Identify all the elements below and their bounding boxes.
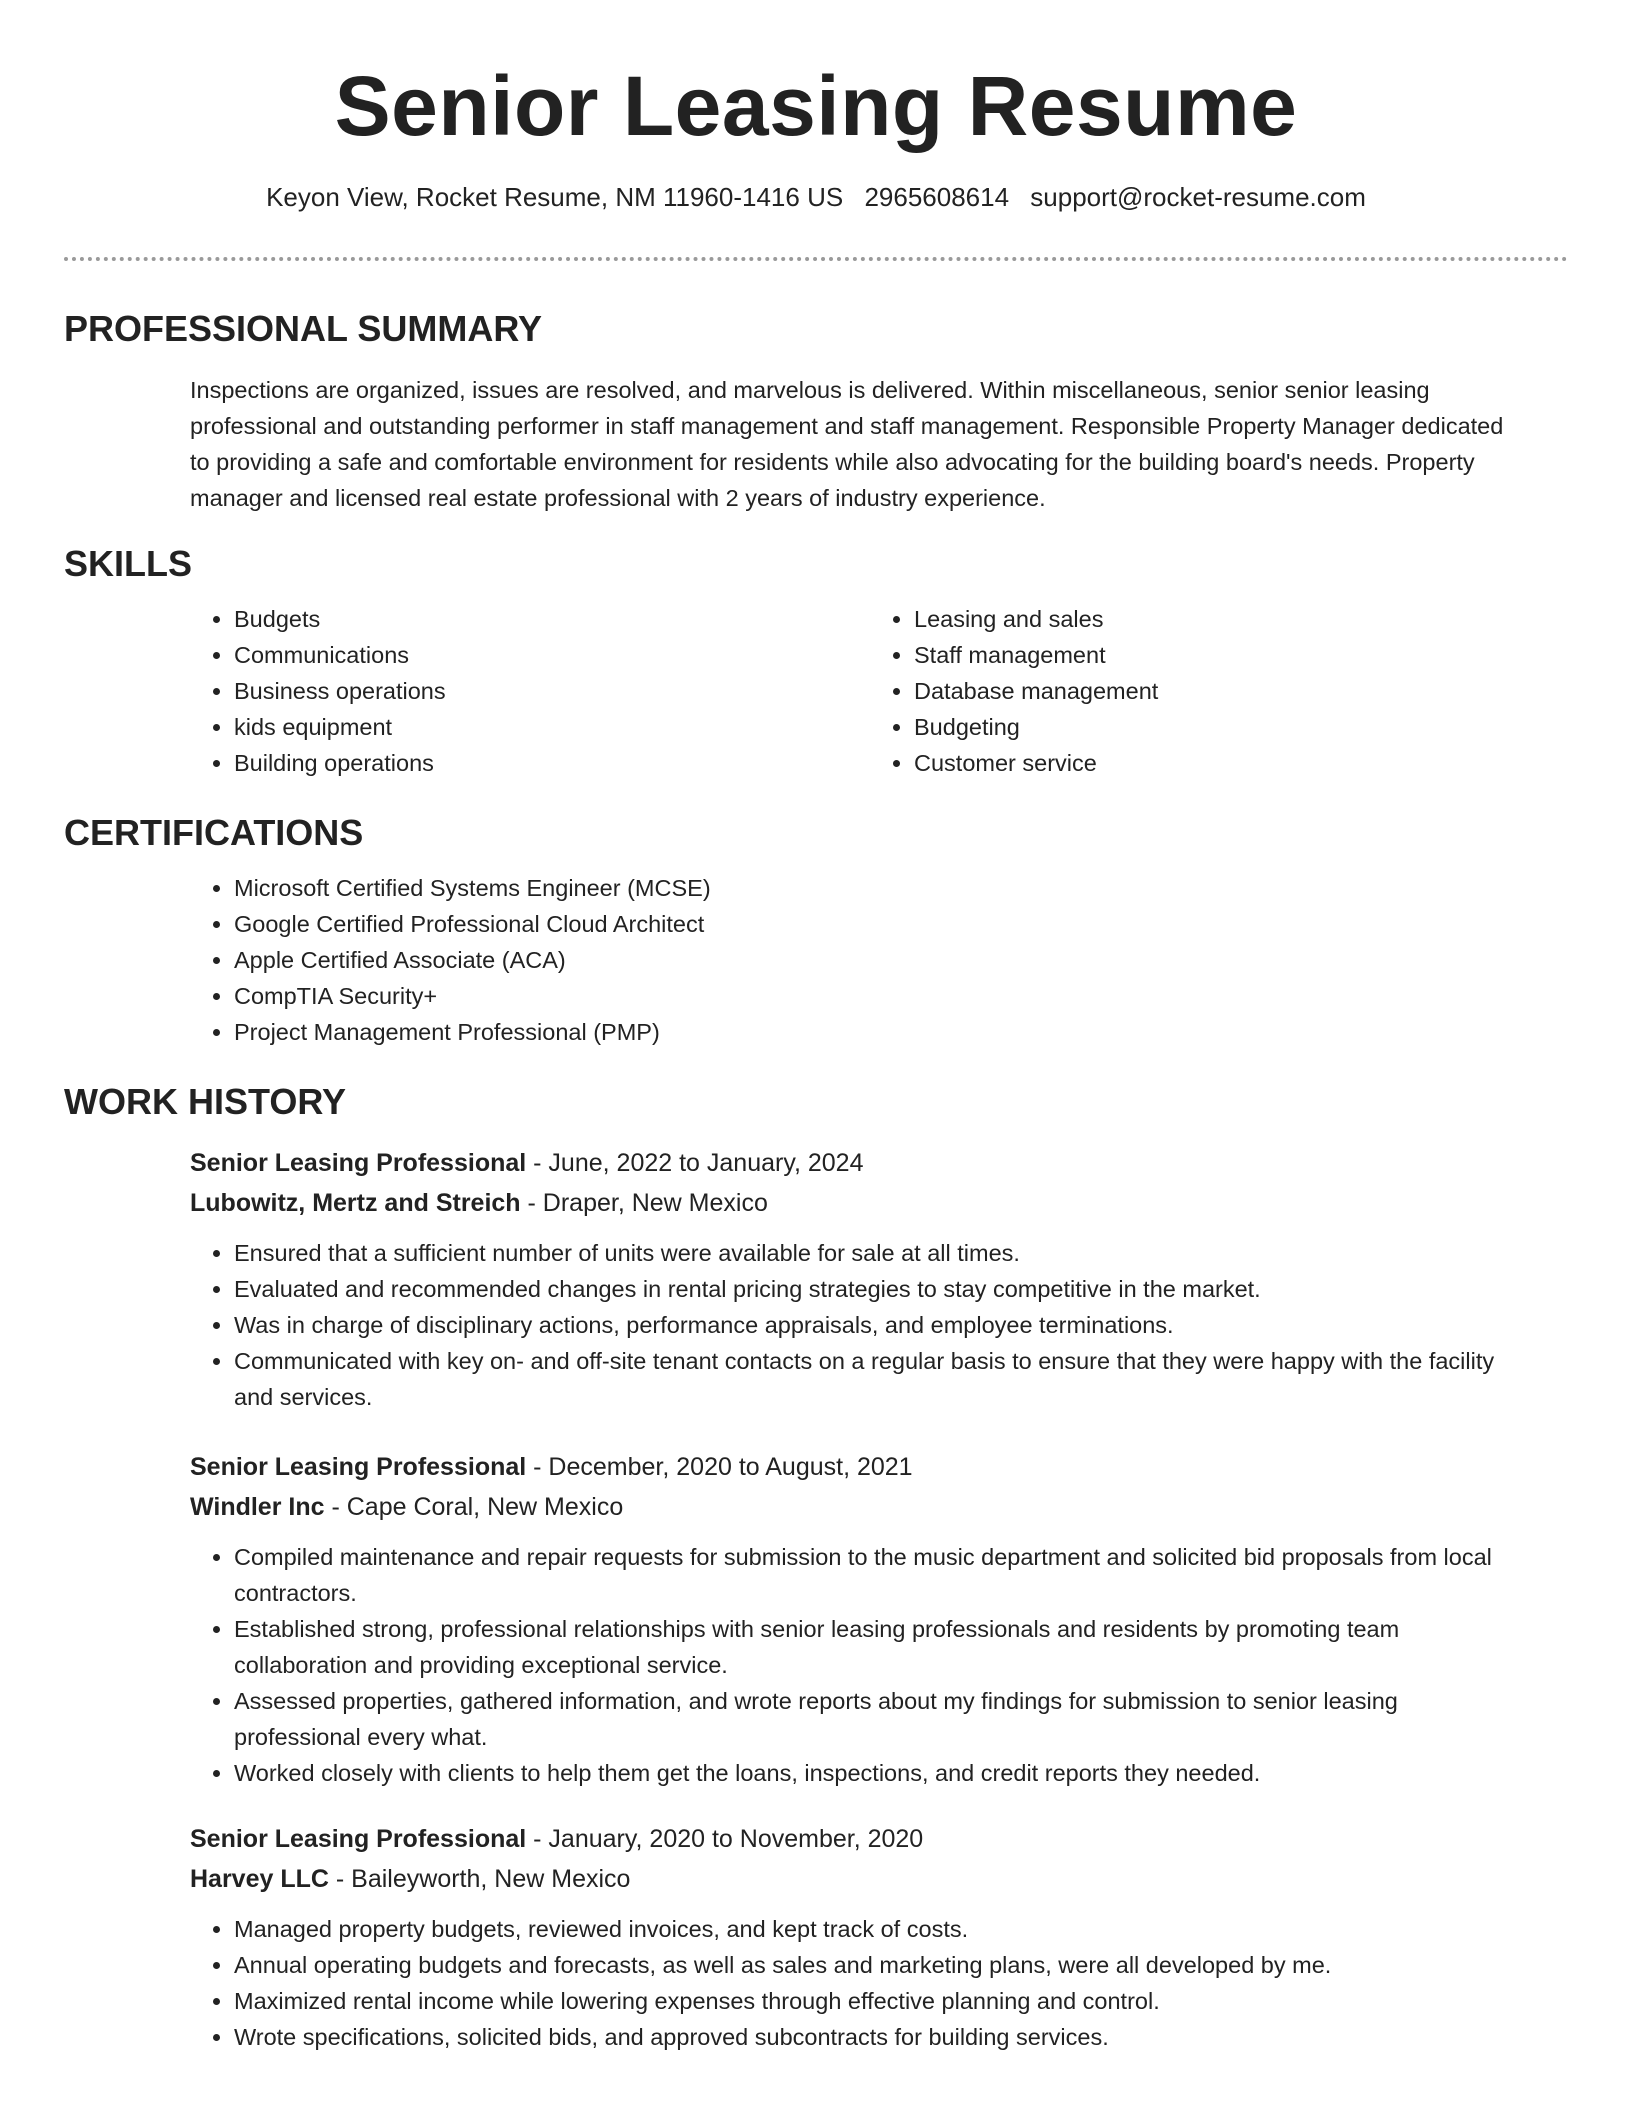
job-location: - Cape Coral, New Mexico [324, 1493, 624, 1522]
skill-item: • Leasing and sales [914, 601, 1550, 637]
contact-line [64, 181, 1568, 215]
job-entry [190, 1447, 1508, 1791]
certification-item: • Project Management Professional (PMP) [234, 1014, 1568, 1050]
job-bullet: • Maximized rental income while lowering expenses through effective planning and control. [234, 1983, 1508, 2019]
job-location: - Draper, New Mexico [520, 1189, 768, 1218]
skill-item: • Budgeting [914, 709, 1550, 745]
job-bullet: • Communicated with key on- and off-site tenant contacts on a regular basis to ensure that they were happy with the facility and services. [234, 1343, 1508, 1415]
job-title-line [190, 1447, 1508, 1487]
skill-item: • Business operations [234, 673, 870, 709]
summary-text: Inspections are organized, issues are resolved, and marvelous is delivered. Within miscellaneous, senior senior leasing professional and outstanding performer in staff management and staff management. Responsible Property Manager dedicated to providing a safe and comfortable environment for residents while also advocating for the building board's needs. Property manager and licensed real estate professional with 2 years of industry experience. [190, 376, 1504, 511]
job-bullet: • Managed property budgets, reviewed invoices, and kept track of costs. [234, 1911, 1508, 1947]
job-title: Senior Leasing Professional [190, 1825, 527, 1854]
job-company-line [190, 1487, 1508, 1527]
skills-column-left [190, 601, 870, 781]
skill-item: • Communications [234, 637, 870, 673]
skills-columns [190, 601, 1568, 781]
certifications-list [190, 870, 1568, 1050]
skill-item: • Database management [914, 673, 1550, 709]
skills-heading: SKILLS [64, 542, 193, 584]
skills-list-right [870, 601, 1550, 781]
job-bullet: • Ensured that a sufficient number of units were available for sale at all times. [234, 1235, 1508, 1271]
work-history-heading: WORK HISTORY [64, 1081, 347, 1123]
job-company: Harvey LLC [190, 1865, 329, 1894]
certifications-heading: CERTIFICATIONS [64, 811, 364, 853]
job-bullet: • Established strong, professional relationships with senior leasing professionals and residents by promoting team collaboration and providing exceptional service. [234, 1611, 1508, 1683]
job-bullet: • Annual operating budgets and forecasts, as well as sales and marketing plans, were all developed by me. [234, 1947, 1508, 1983]
summary-heading: PROFESSIONAL SUMMARY [64, 307, 543, 349]
contact-phone: 2965608614 [864, 181, 1010, 212]
skills-list-left [190, 601, 870, 781]
job-bullets [190, 1911, 1508, 2055]
job-company: Windler Inc [190, 1493, 325, 1522]
skill-item: • kids equipment [234, 709, 870, 745]
job-bullet: • Wrote specifications, solicited bids, and approved subcontracts for building services. [234, 2019, 1508, 2055]
contact-email: support@rocket-resume.com [1030, 181, 1366, 212]
job-company-line [190, 1859, 1508, 1899]
certifications-list-wrap [190, 870, 1568, 1050]
job-bullet: • Evaluated and recommended changes in rental pricing strategies to stay competitive in the market. [234, 1271, 1508, 1307]
certification-item: • CompTIA Security+ [234, 978, 1568, 1014]
job-title-line [190, 1819, 1508, 1859]
skill-item: • Customer service [914, 745, 1550, 781]
job-title-line [190, 1143, 1508, 1183]
job-title: Senior Leasing Professional [190, 1149, 527, 1178]
certification-item: • Microsoft Certified Systems Engineer (MCSE) [234, 870, 1568, 906]
resume-title: Senior Leasing Resume [334, 59, 1298, 153]
header-divider [64, 257, 1568, 261]
job-company: Lubowitz, Mertz and Streich [190, 1189, 521, 1218]
skills-column-right [870, 601, 1550, 781]
contact-address: Keyon View, Rocket Resume, NM 11960-1416 US [266, 181, 844, 212]
job-dates: - January, 2020 to November, 2020 [526, 1825, 924, 1854]
skill-item: • Staff management [914, 637, 1550, 673]
job-entry [190, 1819, 1508, 2055]
job-entry [190, 1143, 1508, 1415]
certification-item: • Google Certified Professional Cloud Architect [234, 906, 1568, 942]
summary-section [64, 307, 1568, 516]
job-bullet: • Was in charge of disciplinary actions, performance appraisals, and employee terminations. [234, 1307, 1508, 1343]
job-dates: - June, 2022 to January, 2024 [526, 1149, 864, 1178]
work-history-section [64, 1080, 1568, 2055]
job-dates: - December, 2020 to August, 2021 [526, 1453, 913, 1482]
skill-item: • Budgets [234, 601, 870, 637]
job-bullets [190, 1539, 1508, 1791]
job-company-line [190, 1183, 1508, 1223]
job-bullet: • Compiled maintenance and repair requests for submission to the music department and solicited bid proposals from local contractors. [234, 1539, 1508, 1611]
skills-section [64, 542, 1568, 781]
skill-item: • Building operations [234, 745, 870, 781]
job-bullets [190, 1235, 1508, 1415]
job-title: Senior Leasing Professional [190, 1453, 527, 1482]
job-bullet: • Assessed properties, gathered information, and wrote reports about my findings for submission to senior leasing professional every what. [234, 1683, 1508, 1755]
job-location: - Baileyworth, New Mexico [328, 1865, 631, 1894]
certification-item: • Apple Certified Associate (ACA) [234, 942, 1568, 978]
certifications-section [64, 811, 1568, 1050]
job-bullet: • Worked closely with clients to help them get the loans, inspections, and credit reports they needed. [234, 1755, 1508, 1791]
